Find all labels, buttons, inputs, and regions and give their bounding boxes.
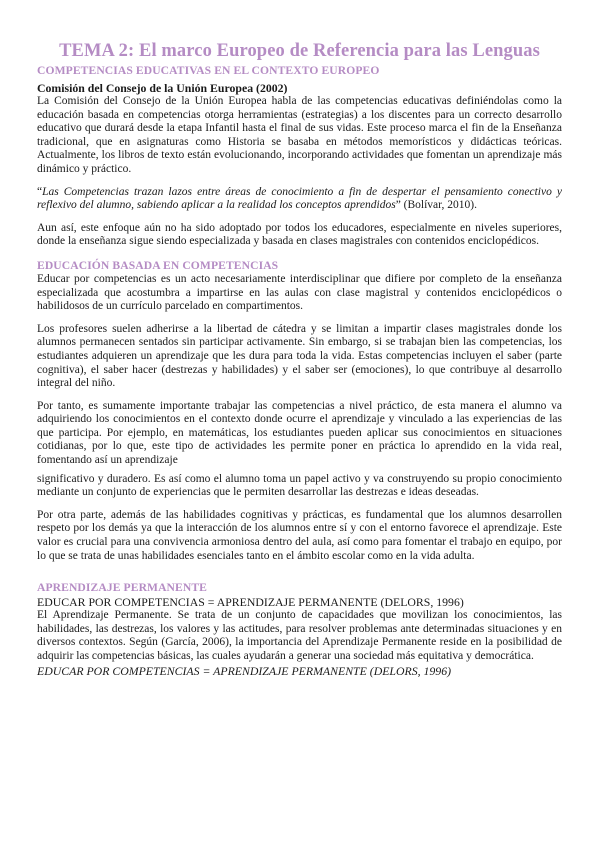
document-page xyxy=(37,40,562,678)
paragraph: Por otra parte, además de las habilidades cognitivas y prácticas, es fundamental que los alumnos desarrollen respeto por los demás ya que la interacción de los alumnos entre sí y con el entorno favorece el aprendizaje. Este valor es crucial para una convivencia armoniosa dentro del aula, así como para fomentar el trabajo en equipo, por lo que se trata de unas habilidades esenciales tanto en el ámbito escolar como en la vida adulta. xyxy=(37,508,562,562)
quote-citation: ” (Bolívar, 2010). xyxy=(395,199,477,212)
quote-text: Las Competencias trazan lazos entre áreas de conocimiento a fin de despertar el pensamiento conectivo y reflexivo del alumno, sabiendo aplicar a la realidad los conceptos aprendidos xyxy=(37,185,562,212)
paragraph: Educar por competencias es un acto necesariamente interdisciplinar que difiere por completo de la enseñanza especializada que acostumbra a impartirse en las aulas con clase magistral y contenidos enciclopédicos o habilidosos de un currículo parcelado en compartimentos. xyxy=(37,272,562,313)
paragraph: Los profesores suelen adherirse a la libertad de cátedra y se limitan a impartir clases magistrales donde los alumnos permanecen sentados sin participar activamente. Sin embargo, si se trabajan bien las competencias, los estudiantes adquieren un aprendizaje que les dura para toda la vida. Estas competencias incluyen el saber (parte cognitiva), el saber hacer (destrezas y habilidades) y el saber ser (emociones), lo que contribuye al desarrollo integral del niño. xyxy=(37,322,562,390)
paragraph: Por tanto, es sumamente importante trabajar las competencias a nivel práctico, de esta manera el alumno va adquiriendo los conocimientos en el contexto donde ocurre el aprendizaje y vinculado a las experiencias de las que participa. Por ejemplo, en matemáticas, los estudiantes pueden aplicar sus conocimientos en situaciones cotidianas, por lo que, este tipo de actividades les permite poner en práctica lo aprendido en la vida real, fomentando así un aprendizaje xyxy=(37,399,562,467)
quote-paragraph xyxy=(37,186,562,213)
formula-line: EDUCAR POR COMPETENCIAS = APRENDIZAJE PERMANENTE (DELORS, 1996) xyxy=(37,595,464,610)
paragraph: El Aprendizaje Permanente. Se trata de un conjunto de capacidades que movilizan los conocimientos, las habilidades, las destrezas, los valores y las actitudes, para resolver problemas ante determinadas situaciones y en diversos contextos. Según (García, 2006), la importancia del Aprendizaje Permanente reside en la posibilidad de adquirir las competencias básicas, las cuales ayudarán a generar una sociedad más equitativa y democrática. xyxy=(37,609,562,662)
quote-open-mark: “ xyxy=(37,185,43,198)
document-title: TEMA 2: El marco Europeo de Referencia para las Lenguas xyxy=(59,41,540,61)
subheading-comision: Comisión del Consejo de la Unión Europea (2002) xyxy=(37,81,288,95)
formula-line-italic: EDUCAR POR COMPETENCIAS = APRENDIZAJE PERMANENTE (DELORS, 1996) xyxy=(37,663,452,678)
section-heading-competencias-europeo: COMPETENCIAS EDUCATIVAS EN EL CONTEXTO EUROPEO xyxy=(37,64,380,77)
paragraph: Aun así, este enfoque aún no ha sido adoptado por todos los educadores, especialmente en niveles superiores, donde la enseñanza sigue siendo especializada y basada en clases magistrales con contenidos enciclopédicos. xyxy=(37,221,562,248)
section-heading-educacion-competencias: EDUCACIÓN BASADA EN COMPETENCIAS xyxy=(37,258,279,272)
section-heading-aprendizaje-permanente: APRENDIZAJE PERMANENTE xyxy=(37,581,207,595)
paragraph: La Comisión del Consejo de la Unión Europea habla de las competencias educativas definiéndolas como la educación basada en competencias otorga herramientas (estrategias) a los discentes para un correcto desarrollo educativo que durará desde la etapa Infantil hasta el final de sus vidas. Este proceso marca el fin de la Enseñanza tradicional, que en asignaturas como Historia se basaba en métodos memorísticos y didácticas teóricas. Actualmente, los libros de texto están evolucionando, incorporando actividades que fomentan un aprendizaje más dinámico y práctico. xyxy=(37,95,562,175)
paragraph: significativo y duradero. Es así como el alumno toma un papel activo y va construyendo su propio conocimiento mediante un conjunto de experiencias que le permiten desarrollar las destrezas e ideas deseadas. xyxy=(37,472,562,499)
